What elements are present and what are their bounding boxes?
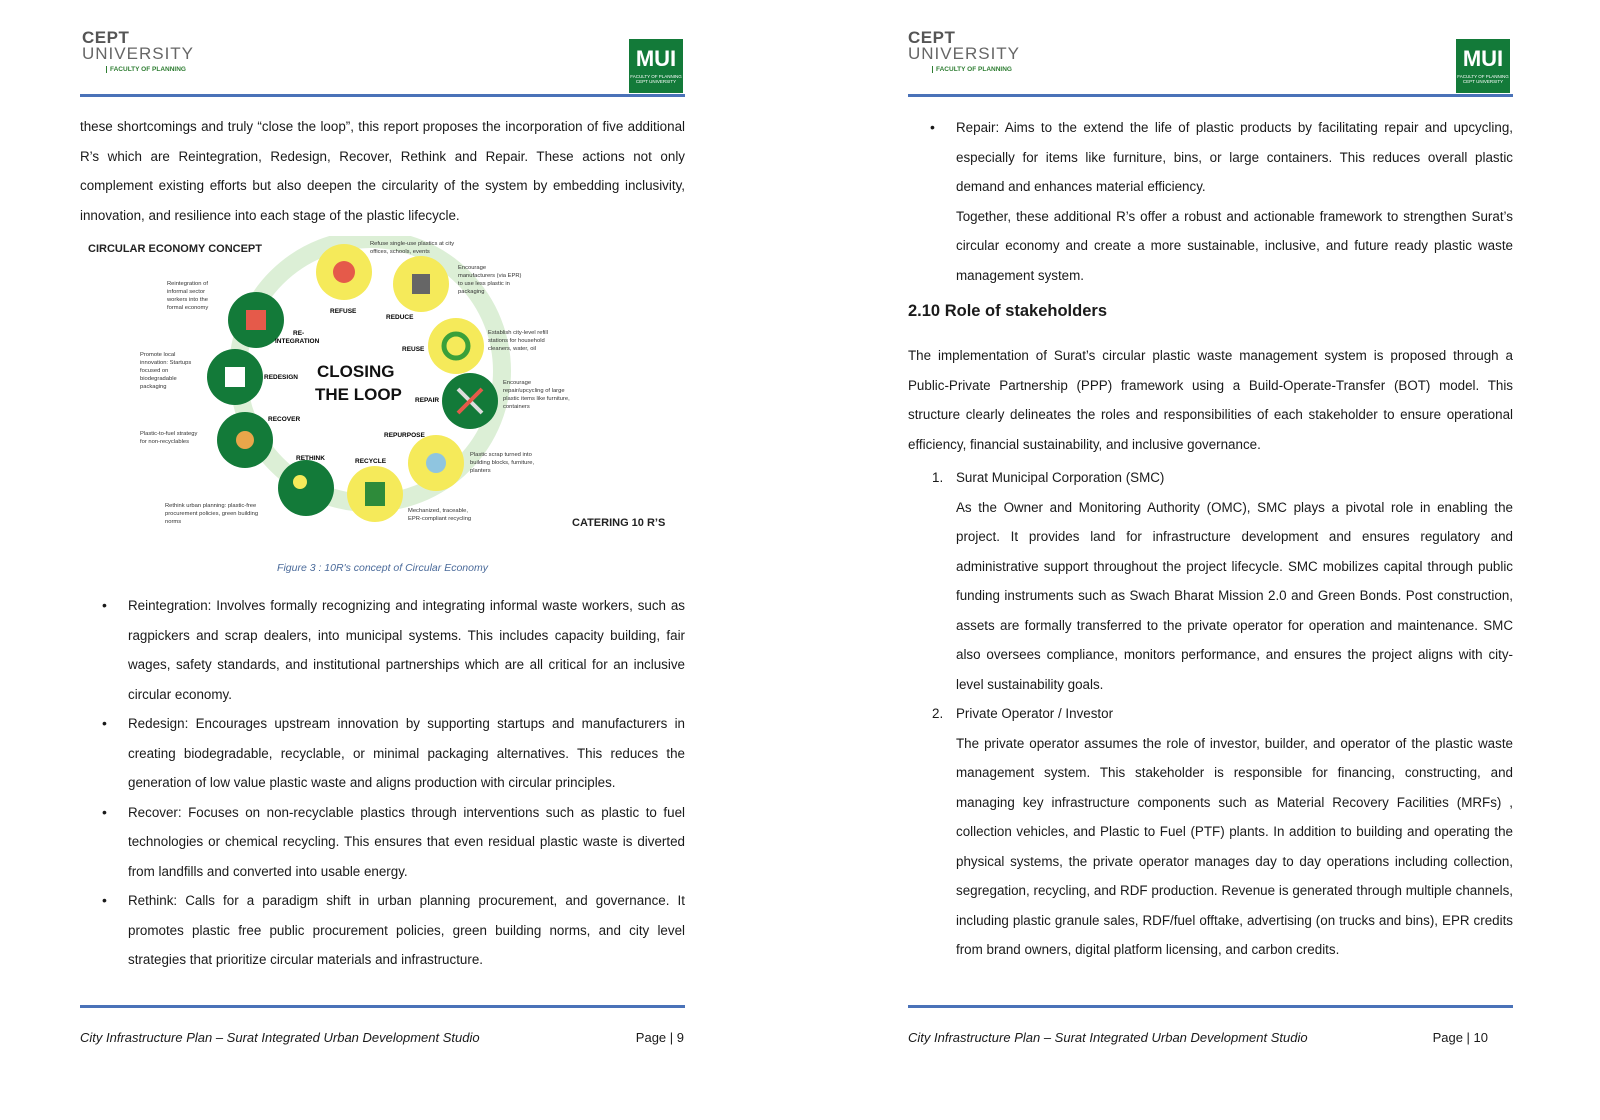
bullet-repair: • Repair: Aims to the extend the life of plastic products by facilitating repair and upcycling, especially for items like furniture, bins, or large containers. This reduces overall plastic demand and enhances material efficiency.	[930, 119, 1513, 194]
bullet-reintegration: • Reintegration: Involves formally recognizing and integrating informal waste workers, such as ragpickers and scrap dealers, into municipal systems. This includes capacity building, fair wages, safety standards, and institutional partnerships which are all critical for an inclusive circular economy.	[102, 597, 685, 702]
svg-text:planters: planters	[470, 468, 491, 474]
svg-text:Encourage: Encourage	[503, 380, 532, 386]
svg-text:stations for household: stations for household	[488, 338, 545, 344]
stakeholder-list	[908, 463, 1513, 965]
recycle-bin-icon	[365, 482, 385, 506]
svg-text:INTEGRATION: INTEGRATION	[275, 338, 320, 345]
center-title-line1: CLOSING	[317, 362, 395, 381]
footer-title: City Infrastructure Plan – Surat Integrated Urban Development Studio	[908, 1030, 1308, 1045]
mui-logo: MUI FACULTY OF PLANNING CEPT UNIVERSITY	[1456, 39, 1510, 93]
mui-logo: MUI FACULTY OF PLANNING CEPT UNIVERSITY	[629, 39, 683, 93]
footer-rule	[908, 1005, 1513, 1008]
svg-text:REPURPOSE: REPURPOSE	[384, 432, 425, 439]
stakeholder-name: Surat Municipal Corporation (SMC)	[956, 470, 1165, 485]
stakeholder-smc: 1. Surat Municipal Corporation (SMC) As the Owner and Monitoring Authority (OMC), SMC plays a pivotal role in enabling the project. It provides land for infrastructure development and ensures regulatory and administrative support throughout the project lifecycle. SMC mobilizes capital through public funding instruments such as Swach Bharat Mission 2.0 and Green Bonds. Post construction, assets are formally transferred to the private operator for operation and maintenance. SMC also oversees compliance, monitors performance, and ensures the project aligns with city-level sustainability goals.	[908, 463, 1513, 699]
repair-node	[415, 373, 498, 429]
svg-text:EPR-compliant recycling: EPR-compliant recycling	[408, 516, 472, 522]
svg-text:RETHINK: RETHINK	[296, 455, 325, 462]
svg-text:packaging: packaging	[140, 384, 167, 390]
svg-text:REDESIGN: REDESIGN	[264, 374, 298, 381]
svg-text:procurement policies, green bu: procurement policies, green building	[165, 511, 259, 517]
ten-r-diagram	[80, 236, 685, 566]
reduce-node	[386, 256, 449, 321]
page-10	[800, 0, 1600, 1120]
trash-can-icon	[412, 274, 430, 294]
r-bullet-list	[80, 591, 685, 975]
stakeholder-private-operator: 2. Private Operator / Investor The private operator assumes the role of investor, builder, and operator of the plastic waste management system. This stakeholder is responsible for financing, constructing, and managing key infrastructure components such as Material Recovery Facilities (MRFs) , collection vehicles, and Plastic to Fuel (PTF) plants. In addition to building and operating the physical systems, the private operator manages day to day operations including collection, segregation, recycling, and RDF production. Revenue is generated through multiple channels, including plastic granule sales, RDF/fuel offtake, advertising (on trucks and bins), EPR credits from brand owners, digital platform licensing, and carbon credits.	[908, 699, 1513, 965]
svg-text:cleaners, water, oil: cleaners, water, oil	[488, 346, 537, 352]
svg-text:REPAIR: REPAIR	[415, 397, 440, 404]
svg-text:Mechanized, traceable,: Mechanized, traceable,	[408, 508, 468, 514]
redesign-node	[207, 349, 298, 405]
svg-text:workers into the: workers into the	[167, 297, 208, 303]
header-rule	[908, 94, 1513, 97]
lightbulb-icon	[293, 475, 307, 489]
cept-university-logo: CEPT UNIVERSITY FACULTY OF PLANNING	[82, 28, 195, 73]
svg-text:repair/upcycling of large: repair/upcycling of large	[503, 388, 565, 394]
bullet-rethink: • Rethink: Calls for a paradigm shift in urban planning procurement, and governance. It promotes plastic free public procurement policies, green building norms, and city level strategies that prioritize circular materials and infrastructure.	[102, 892, 685, 967]
bullet-recover: • Recover: Focuses on non-recyclable plastics through interventions such as plastic to fuel technologies or chemical recycling. This ensures that even residual plastic waste is diverted from landfills and converted into usable energy.	[102, 803, 685, 879]
svg-text:Rethink urban planning: plasti: Rethink urban planning: plastic-free	[165, 503, 257, 509]
blueprint-icon	[225, 367, 245, 387]
svg-text:Reintegration of: Reintegration of	[167, 281, 208, 287]
svg-text:packaging: packaging	[458, 289, 485, 295]
together-paragraph: Together, these additional R’s offer a robust and actionable framework to strengthen Surat’s circular economy and create a more sustainable, inclusive, and future ready plastic waste management system.	[956, 208, 1513, 283]
puzzle-icon	[246, 310, 266, 330]
fuel-icon	[236, 431, 254, 449]
intro-paragraph-block	[80, 112, 685, 230]
repair-block	[908, 113, 1513, 290]
figure-heading: CIRCULAR ECONOMY CONCEPT	[88, 243, 262, 255]
svg-text:Refuse single-use plastics at: Refuse single-use plastics at city	[370, 241, 455, 247]
svg-text:Plastic scrap turned into: Plastic scrap turned into	[470, 452, 532, 458]
svg-text:to use less plastic in: to use less plastic in	[458, 281, 510, 287]
svg-text:Promote local: Promote local	[140, 352, 176, 358]
svg-text:REFUSE: REFUSE	[330, 308, 357, 315]
svg-text:plastic items like furniture,: plastic items like furniture,	[503, 396, 570, 402]
svg-text:informal sector: informal sector	[167, 289, 206, 295]
bottles-icon	[426, 453, 446, 473]
recover-node	[217, 412, 300, 468]
svg-text:manufacturers (via EPR): manufacturers (via EPR)	[458, 273, 522, 279]
svg-text:REUSE: REUSE	[402, 346, 425, 353]
center-title-line2: THE LOOP	[315, 385, 402, 404]
stakeholder-desc: The private operator assumes the role of investor, builder, and operator of the plastic waste management system. This stakeholder is responsible for financing, constructing, and managing key infrastructure components such as Material Recovery Facilities (MRFs) , collection vehicles, and Plastic to Fuel (PTF) plants. In addition to building and operating the physical systems, the private operator manages day to day operations including collection, segregation, recycling, and RDF production. Revenue is generated through multiple channels, including plastic granule sales, RDF/fuel offtake, advertising (on trucks and bins), EPR credits from brand owners, digital platform licensing, and carbon credits.	[956, 735, 1513, 957]
svg-text:building blocks, furniture,: building blocks, furniture,	[470, 460, 535, 466]
section-heading: 2.10 Role of stakeholders	[908, 302, 1107, 320]
stakeholder-name: Private Operator / Investor	[956, 706, 1114, 721]
svg-text:Establish city-level refill: Establish city-level refill	[488, 330, 548, 336]
reuse-node	[402, 318, 484, 374]
header-rule	[80, 94, 685, 97]
svg-text:Plastic-to-fuel strategy: Plastic-to-fuel strategy	[140, 431, 198, 437]
footer-rule	[80, 1005, 685, 1008]
svg-text:RECYCLE: RECYCLE	[355, 458, 387, 465]
svg-text:RECOVER: RECOVER	[268, 416, 301, 423]
svg-text:norms: norms	[165, 519, 182, 525]
page-number: Page | 9	[635, 1030, 684, 1045]
page-number: Page | 10	[1432, 1030, 1488, 1045]
reintegration-node	[228, 292, 320, 348]
svg-text:for non-recyclables: for non-recyclables	[140, 439, 189, 445]
figure-caption: Figure 3 : 10R's concept of Circular Economy	[277, 562, 488, 574]
svg-text:REDUCE: REDUCE	[386, 314, 414, 321]
circular-economy-figure	[80, 236, 685, 581]
svg-text:formal economy: formal economy	[167, 305, 209, 311]
svg-text:RE-: RE-	[293, 330, 305, 337]
stakeholders-block	[908, 341, 1513, 965]
svg-text:Encourage: Encourage	[458, 265, 487, 271]
svg-text:focused on: focused on	[140, 368, 169, 374]
recycle-node	[347, 458, 403, 522]
intro-paragraph: these shortcomings and truly “close the loop”, this report proposes the incorporation of five additional R’s which are Reintegration, Redesign, Recover, Rethink and Repair. These actions not only complement existing efforts but also deepen the circularity of the system by embedding inclusivity, innovation, and resilience into each stage of the plastic lifecycle.	[80, 119, 685, 223]
svg-text:innovation: Startups: innovation: Startups	[140, 360, 192, 366]
stakeholder-desc: As the Owner and Monitoring Authority (OMC), SMC plays a pivotal role in enabling the project. It provides land for infrastructure development and ensures regulatory and administrative support throughout the project lifecycle. SMC mobilizes capital through public funding instruments such as Swach Bharat Mission 2.0 and Green Bonds. Post construction, assets are formally transferred to the private operator for operation and maintenance. SMC also oversees compliance, monitors performance, and ensures the project aligns with city-level sustainability goals.	[956, 499, 1513, 692]
r-bullets-block	[80, 591, 685, 975]
svg-text:containers: containers	[503, 404, 530, 410]
footer-title: City Infrastructure Plan – Surat Integrated Urban Development Studio	[80, 1030, 480, 1045]
cept-university-logo: CEPT UNIVERSITY FACULTY OF PLANNING	[908, 28, 1021, 73]
refuse-node	[316, 244, 372, 315]
repair-bullet-list	[908, 113, 1513, 290]
svg-text:biodegradable: biodegradable	[140, 376, 177, 382]
bullet-redesign: • Redesign: Encourages upstream innovation by supporting startups and manufacturers in creating biodegradable, recyclable, or minimal packaging alternatives. This reduces the generation of low value plastic waste and aligns production with circular principles.	[102, 715, 685, 790]
section-intro: The implementation of Surat’s circular plastic waste management system is proposed through a Public-Private Partnership (PPP) framework using a Build-Operate-Transfer (BOT) model. This structure clearly delineates the roles and responsibilities of each stakeholder to ensure operational efficiency, financial sustainability, and inclusive governance.	[908, 348, 1513, 452]
hand-stop-icon	[333, 261, 355, 283]
svg-text:offices, schools, events: offices, schools, events	[370, 249, 430, 255]
catering-label: CATERING 10 R’S	[572, 517, 666, 529]
